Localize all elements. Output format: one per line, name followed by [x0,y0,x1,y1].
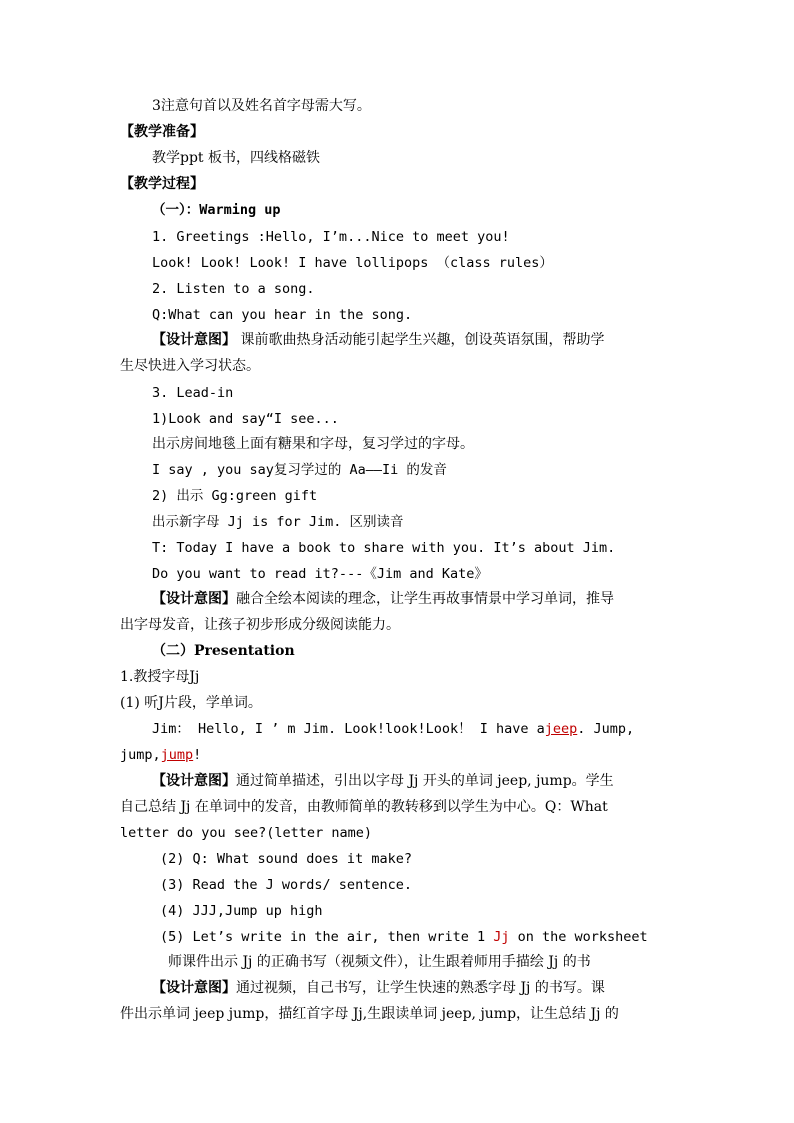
video-writing-line: 师课件出示 Jj 的正确书写（视频文件），让生跟着师用手描绘 Jj 的书 [168,954,591,970]
new-letter-jj-line: 出示新字母 Jj is for Jim. 区别读音 [152,514,404,530]
sound-question-line: (2) Q: What sound does it make? [160,851,412,867]
jump-up-high-line: (4) JJJ,Jump up high [160,903,323,919]
section-heading-process: 【教学过程】 [120,176,204,192]
letter-jj-highlight: Jj [493,929,510,945]
greetings-line: 1. Greetings :Hello, I’m...Nice to meet you! [152,229,510,245]
exclamation-mark: ! [193,747,202,763]
jim-dialogue-line [152,719,675,739]
write-in-air-line [160,927,715,947]
jim-dialogue-cont [120,745,675,765]
lead-in-heading: 3. Lead-in [152,385,234,401]
design-intent-4 [152,978,675,998]
section-heading-preparation: 【教学准备】 [120,124,204,140]
listen-song-line: 2. Listen to a song. [152,281,315,297]
design-intent-1-cont: 生尽快进入学习状态。 [120,358,260,374]
design-intent-tag: 【设计意图】 [152,980,236,996]
design-intent-text: 通过视频，自己书写，让学生快速的熟悉字母 Jj 的书写。课 [236,980,605,996]
carpet-line: 出示房间地毯上面有糖果和字母，复习学过的字母。 [152,436,474,452]
jim-dialogue-text-end: . Jump, [577,721,635,737]
design-intent-tag: 【设计意图】 [152,591,236,607]
design-intent-2 [152,589,675,609]
step-heading-warming-up: （一）：Warming up [152,202,281,218]
step-heading-presentation: （二）Presentation [152,643,295,659]
song-question-line: Q:What can you hear in the song. [152,307,413,323]
letter-question-line: letter do you see?(letter name) [120,825,372,841]
design-intent-tag: 【设计意图】 [152,773,236,789]
listen-j-clip: (1) 听J片段，学单词。 [120,695,262,711]
design-intent-4-cont: 件出示单词 jeep jump，描红首字母 Jj,生跟读单词 jeep, jump，让生总结 Jj 的 [120,1006,619,1022]
design-intent-text: 融合全绘本阅读的理念，让学生再故事情景中学习单词，推导 [236,591,614,607]
jump-text: jump, [120,747,161,763]
word-jump: jump [160,747,194,763]
design-intent-3-cont: 自己总结 Jj 在单词中的发音，由教师简单的教转移到以学生为中心。Q：What [120,799,608,815]
i-say-you-say-line: I say , you say复习学过的 Aa——Ii 的发音 [152,462,447,478]
lollipops-line: Look! Look! Look! I have lollipops （class rules） [152,255,553,271]
word-jeep: jeep [544,721,578,737]
look-and-say-line: 1)Look and say“I see... [152,411,339,427]
design-intent-3 [152,771,675,791]
write-in-air-text: (5) Let’s write in the air, then write 1 [160,929,494,945]
jim-dialogue-text: Jim： Hello, I ’ m Jim. Look!look!Look！ I have a [152,721,545,737]
preparation-text: 教学ppt 板书，四线格磁铁 [152,150,320,166]
teach-letter-jj: 1.教授字母Jj [120,669,200,685]
design-intent-text: 课前歌曲热身活动能引起学生兴趣，创设英语氛围，帮助学 [236,332,605,348]
design-intent-1 [152,330,675,350]
worksheet-text: on the worksheet [509,929,648,945]
read-j-words-line: (3) Read the J words/ sentence. [160,877,412,893]
requirement-line-3: 3注意句首以及姓名首字母需大写。 [152,98,371,114]
book-share-line: T: Today I have a book to share with you. It’s about Jim. [152,540,616,556]
design-intent-text: 通过简单描述，引出以字母 Jj 开头的单词 jeep, jump。学生 [236,773,614,789]
design-intent-2-cont: 出字母发音，让孩子初步形成分级阅读能力。 [120,617,400,633]
design-intent-tag: 【设计意图】 [152,332,236,348]
read-it-line: Do you want to read it?---《Jim and Kate》 [152,566,488,582]
show-gg-line: 2) 出示 Gg:green gift [152,488,318,504]
